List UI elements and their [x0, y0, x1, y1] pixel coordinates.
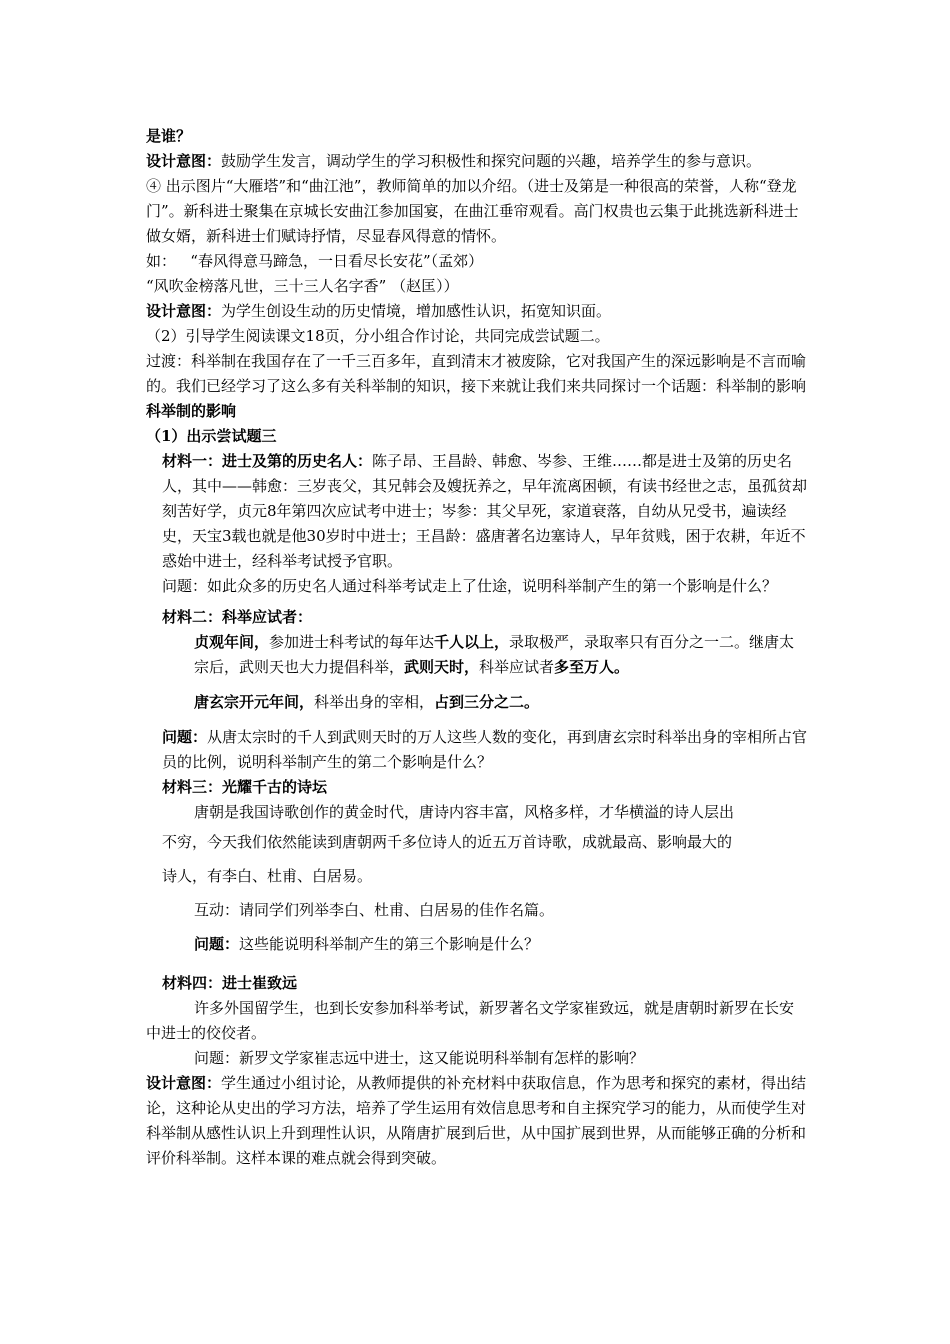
bold-text: 唐玄宗开元年间，: [194, 693, 315, 711]
question-3-text: 这些能说明科举制产生的第三个影响是什么？: [239, 935, 540, 953]
bold-text: 千人以上，: [434, 633, 510, 651]
bold-text: 贞观年间，: [194, 633, 270, 651]
paragraph-pictures: ④ 出示图片“大雁塔”和“曲江池”，教师简单的加以介绍。（进士及第是一种很高的荣誉，人称“登龙门”。新科进士聚集在京城长安曲江参加国宴，在曲江垂帘观看。高门权贵也云集于此挑选新科进士做女婿，新科进士们赋诗抒情，尽显春风得意的情怀。: [146, 177, 799, 245]
material-4-text: 许多外国留学生，也到长安参加科举考试，新罗著名文学家崔致远，就是唐朝时新罗在长安中进士的佼佼者。: [146, 999, 795, 1042]
material-2-label: 材料二：科举应试者：: [162, 608, 313, 626]
document-body: [146, 124, 808, 1171]
design-intent-text: 为学生创设生动的历史情境，增加感性认识，拓宽知识面。: [221, 302, 612, 320]
bold-text: 多至万人。: [554, 658, 630, 676]
material-4-label: 材料四：进士崔致远: [162, 974, 298, 992]
design-intent-label: 设计意图：: [146, 152, 222, 170]
question-2-text: 从唐太宗时的千人到武则天时的万人这些人数的变化，再到唐玄宗时科举出身的宰相所占官员的比例，说明科举制产生的第二个影响是什么？: [162, 728, 808, 771]
design-intent-1: [146, 149, 808, 174]
material-3-line-3: 诗人，有李白、杜甫、白居易。: [162, 867, 373, 885]
material-3-interaction: 互动：请同学们列举李白、杜甫、白居易的佳作名篇。: [194, 901, 555, 919]
material-1-text: 陈子昂、王昌龄、韩愈、岑参、王维……都是进士及第的历史名人，其中——韩愈：三岁丧父，其兄韩会及嫂抚养之，早年流离困顿，有读书经世之志，虽孤贫却刻苦好学，贞元8年第四次应试考中进士；岑参：其父早死，家道衰落，自幼从兄受书，遍读经史，天宝3载也就是他30岁时中进士；王昌龄：盛唐著名边塞诗人，早年贫贱，困于农耕，年近不惑始中进士，经科举考试授予官职。: [162, 452, 808, 570]
paragraph-question-end: 是谁？: [146, 127, 192, 145]
material-1-label: 材料一：进士及第的历史名人：: [162, 452, 373, 470]
material-2-paragraph-a: [146, 630, 808, 680]
material-3-line-2: 不穷，今天我们依然能读到唐朝两千多位诗人的近五万首诗歌，成就最高、影响最大的: [162, 833, 733, 851]
bold-text: 武则天时，: [404, 658, 480, 676]
question-1-text: 如此众多的历史名人通过科举考试走上了仕途，说明科举制产生的第一个影响是什么？: [207, 577, 778, 595]
question-2-label: 问题：: [162, 728, 208, 746]
material-3-label: 材料三：光耀千古的诗坛: [162, 778, 328, 796]
section-heading: 科举制的影响: [146, 402, 237, 420]
plain-text: 科举出身的宰相，: [314, 693, 435, 711]
design-intent-2: [146, 299, 808, 324]
design-intent-label: 设计意图：: [146, 1074, 222, 1092]
design-intent-text: 鼓励学生发言，调动学生的学习积极性和探究问题的兴趣，培养学生的参与意识。: [221, 152, 762, 170]
question-4: 问题：新罗文学家崔志远中进士，这又能说明科举制有怎样的影响？: [194, 1049, 645, 1067]
design-intent-3: [146, 1071, 808, 1171]
question-3: [146, 927, 808, 961]
bold-text: 占到三分之二。: [434, 693, 540, 711]
paragraph-transition: 过渡：科举制在我国存在了一千三百多年，直到清末才被废除，它对我国产生的深远影响是不言而喻的。我们已经学习了这么多有关科举制的知识，接下来就让我们来共同探讨一个话题：科举制的影响: [146, 352, 807, 395]
design-intent-label: 设计意图：: [146, 302, 222, 320]
question-3-label: 问题：: [194, 935, 240, 953]
design-intent-text: 学生通过小组讨论，从教师提供的补充材料中获取信息，作为思考和探究的素材，得出结论，这种论从史出的学习方法，培养了学生运用有效信息思考和自主探究学习的能力，从而使学生对科举制从感性认识上升到理性认识，从隋唐扩展到后世，从中国扩展到世界，从而能够正确的分析和评价科举制。这样本课的难点就会得到突破。: [146, 1074, 807, 1167]
material-3-line-1: 唐朝是我国诗歌创作的黄金时代，唐诗内容丰富，风格多样，才华横溢的诗人层出: [194, 803, 735, 821]
material-2-paragraph-b: [146, 690, 808, 715]
subsection-heading: （1）出示尝试题三: [146, 427, 277, 445]
plain-text: 录取极严，录取率只有百分之一二。继唐太宗后，武则天也大力提倡科举，: [194, 633, 795, 676]
material-1: [146, 449, 808, 574]
paragraph-guide: （2）引导学生阅读课文18页，分小组合作讨论，共同完成尝试题二。: [146, 327, 610, 345]
question-2: [146, 725, 808, 775]
poem-line-2: “风吹金榜落凡世，三十三人名字香” （赵匡））: [146, 277, 459, 295]
plain-text: 科举应试者: [479, 658, 555, 676]
question-1-label: 问题：: [162, 577, 208, 595]
poem-line-1: 如： “春风得意马蹄急，一日看尽长安花”（孟郊）: [146, 252, 484, 270]
question-1: [146, 574, 808, 599]
plain-text: 参加进士科考试的每年达: [269, 633, 435, 651]
